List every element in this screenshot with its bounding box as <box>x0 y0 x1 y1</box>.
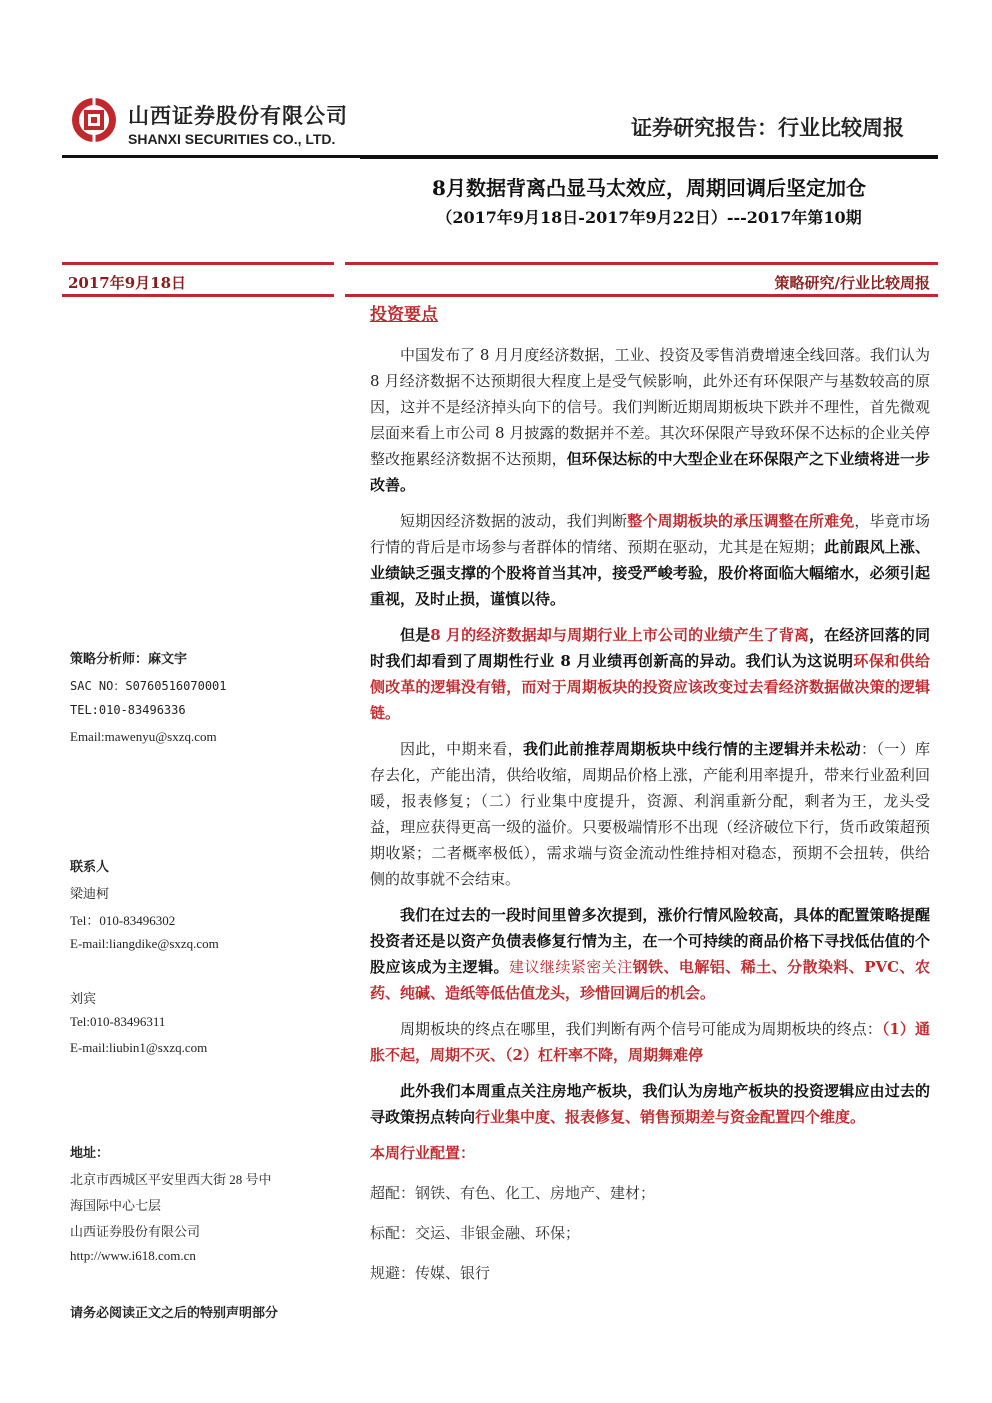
paragraph <box>370 902 930 1006</box>
paragraph-highlight-light: 建议继续紧密关注 <box>509 958 633 976</box>
company-name-en: SHANXI SECURITIES CO., LTD. <box>128 131 336 147</box>
page-subtitle: （2017年9月18日-2017年9月22日）---2017年第10期 <box>436 208 862 227</box>
paragraph-emphasis: 此外我们本周重点关注房地产板块，我们认为房地产板块的投资逻辑应由过去的寻政策拐点转向 <box>370 1082 930 1126</box>
report-category: 策略研究/行业比较周报 <box>774 274 930 292</box>
report-date: 2017年9月18日 <box>68 274 187 292</box>
paragraph-emphasis: 但环保达标的中大型企业在环保限产之下业绩将进一步改善。 <box>370 450 930 494</box>
address-heading: 地址： <box>70 1146 110 1161</box>
disclaimer-note: 请务必阅读正文之后的特别声明部分 <box>70 1306 279 1321</box>
paragraph-text: ，毕竟市场行情的背后是市场参与者群体的情绪、预期在驱动，尤其是在短期； <box>370 512 930 556</box>
paragraph-highlight: 整个周期板块的承压调整在所难免 <box>627 512 855 530</box>
company-website-link[interactable]: http://www.i618.com.cn <box>70 1248 196 1263</box>
paragraph-emphasis: 此前跟风上涨、业绩缺乏强支撑的个股将首当其冲，接受严峻考验，股价将面临大幅缩水，必须引起重视，及时止损，谨慎以待。 <box>370 538 930 608</box>
page-title: 8月数据背离凸显马太效应，周期回调后坚定加仓 <box>432 176 866 200</box>
paragraph <box>370 1016 930 1068</box>
paragraph-text: ：（一）库存去化，产能出清，供给收缩，周期品价格上涨，产能利用率提升，带来行业盈利回暖，报表修复；（二）行业集中度提升，资源、利润重新分配，剩者为王，龙头受益，理应获得更高一级的溢价。只要极端情形不出现（经济破位下行，货币政策超预期收紧；二者概率极低），需求端与资金流动性维持相对稳态，预期不会扭转，供给侧的故事就不会结束。 <box>370 740 930 888</box>
paragraph <box>370 1078 930 1130</box>
analyst-title: 策略分析师：麻文宇 <box>70 652 188 667</box>
contacts-heading: 联系人 <box>70 860 110 875</box>
report-type: 证券研究报告：行业比较周报 <box>631 116 904 140</box>
contact-tel: Tel：010-83496302 <box>70 913 176 928</box>
allocation-heading: 本周行业配置： <box>370 1144 476 1162</box>
company-name-cn: 山西证券股份有限公司 <box>128 104 348 128</box>
paragraph <box>370 736 930 892</box>
address-company: 山西证券股份有限公司 <box>70 1224 201 1239</box>
paragraph-highlight: 8 月的经济数据却与周期行业上市公司的业绩产生了背离 <box>430 626 810 644</box>
allocation-neutral: 标配：交运、非银金融、环保； <box>370 1224 581 1242</box>
paragraph-highlight: 环保和供给侧改革的逻辑没有错，而对于周期板块的投资应该改变过去看经济数据做决策的逻辑链。 <box>370 652 930 722</box>
paragraph-text: 因此，中期来看， <box>400 740 523 758</box>
analyst-sac: SAC NO：S0760516070001 <box>70 679 227 693</box>
allocation-overweight: 超配：钢铁、有色、化工、房地产、建材； <box>370 1184 656 1202</box>
contact-name: 梁迪柯 <box>70 886 110 901</box>
paragraph-text: 短期因经济数据的波动，我们判断 <box>400 512 628 530</box>
report-body <box>370 302 930 1300</box>
analyst-tel: TEL:010-83496336 <box>70 703 186 717</box>
date-bar-top-rule <box>62 262 334 265</box>
paragraph-highlight: 行业集中度、报表修复、销售预期差与资金配置四个维度。 <box>475 1108 866 1126</box>
address-line: 北京市西城区平安里西大街 28 号中 <box>70 1172 272 1187</box>
paragraph-text: 周期板块的终点在哪里，我们判断有两个信号可能成为周期板块的终点： <box>400 1020 882 1038</box>
paragraph <box>370 508 930 612</box>
company-logo-icon <box>70 96 118 144</box>
contact-tel: Tel:010-83496311 <box>70 1014 166 1029</box>
header-divider-secondary <box>360 157 938 159</box>
contact-email[interactable]: E-mail:liubin1@sxzq.com <box>70 1040 208 1055</box>
paragraph-emphasis: 但是 <box>400 626 431 644</box>
paragraph <box>370 342 930 498</box>
address-line: 海国际中心七层 <box>70 1198 162 1213</box>
paragraph-highlight: 钢铁、电解铝、稀土、分散染料、PVC、农药、纯碱、造纸等低估值龙头，珍惜回调后的机会。 <box>370 958 930 1002</box>
paragraph-highlight: （1）通胀不起，周期不灭、（2）杠杆率不降，周期舞难停 <box>370 1020 930 1064</box>
paragraph-text: 中国发布了 8 月月度经济数据，工业、投资及零售消费增速全线回落。我们认为 8 月经济数据不达预期很大程度上是受气候影响，此外还有环保限产与基数较高的原因，这并不是经济掉头向下的信号。我们判断近期周期板块下跌并不理性，首先微观层面来看上市公司 8 月披露的数据并不差。其次环保限产导致环保不达标的企业关停整改拖累经济数据不达预期， <box>370 346 930 468</box>
paragraph-emphasis: 我们在过去的一段时间里曾多次提到，涨价行情风险较高，具体的配置策略提醒投资者还是以资产负债表修复行情为主，在一个可持续的商品价格下寻找低估值的个股应该成为主逻辑。 <box>370 906 930 976</box>
paragraph-emphasis: 我们此前推荐周期板块中线行情的主逻辑并未松动 <box>522 740 861 758</box>
contact-name: 刘宾 <box>70 991 97 1006</box>
category-bar-bottom-rule <box>345 294 938 297</box>
contact-email[interactable]: E-mail:liangdike@sxzq.com <box>70 936 219 951</box>
paragraph <box>370 622 930 726</box>
paragraph-emphasis: ，在经济回落的同时我们却看到了周期性行业 8 月业绩再创新高的异动。我们认为这说明 <box>370 626 930 670</box>
date-bar-bottom-rule <box>62 294 334 297</box>
section-heading: 投资要点 <box>370 305 438 325</box>
allocation-underweight: 规避：传媒、银行 <box>370 1264 491 1282</box>
category-bar-top-rule <box>345 262 938 265</box>
analyst-email[interactable]: Email:mawenyu@sxzq.com <box>70 729 217 744</box>
